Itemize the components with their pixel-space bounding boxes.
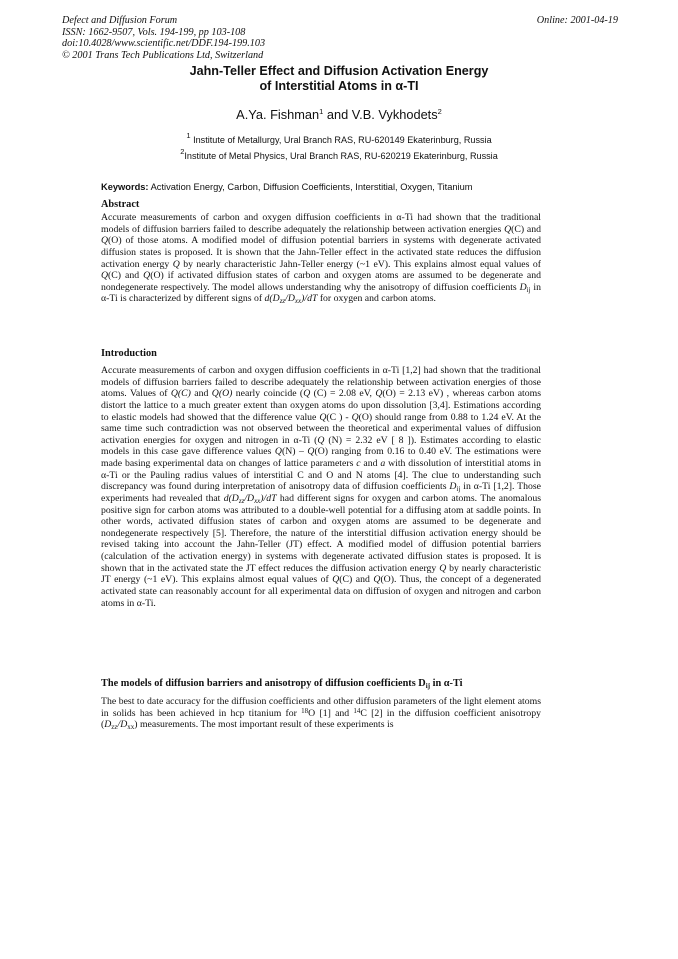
intro-text: and <box>190 388 212 400</box>
models-subscript: zz <box>111 723 118 732</box>
intro-text: nearly coincide ( <box>232 388 304 400</box>
journal-issn: ISSN: 1662-9507, Vols. 194-199, pp 103-108 <box>62 26 246 38</box>
intro-text: (N) – <box>281 446 308 458</box>
abstract-paragraph <box>101 212 541 305</box>
intro-symbol: Q <box>317 434 325 446</box>
intro-text: by nearly characteristic JT energy (~1 eV). This explains almost equal values of <box>101 562 541 586</box>
models-text: C [2] in the diffusion coefficient anisotropy ( <box>101 707 541 731</box>
intro-text: with dissolution of interstitial atoms in α-Ti or the Pauling radius values of interstitial C and O and N atoms [4]. The clue to understanding such discrepancy was found during interpretation of anisotropy data of diffusion coefficients <box>101 458 542 493</box>
keywords-label: Keywords: <box>101 182 149 192</box>
abstract-formula <box>265 293 318 304</box>
intro-text: (O) should range from 0.88 to 1.24 eV. At the same time such contradiction was not observed between the theoretical and experimental values of diffusion activation energies for oxygen and nitrogen in α-Ti ( <box>101 411 542 446</box>
affiliation-2-text: Institute of Metal Physics, Ural Branch RAS, RU-620219 Ekaterinburg, Russia <box>184 151 498 161</box>
abstract-text: (C) and <box>511 223 541 235</box>
title-line-1: Jahn-Teller Effect and Diffusion Activation Energy <box>189 64 489 78</box>
models-heading-text: The models of diffusion barriers and anisotropy of diffusion coefficients D <box>101 678 426 689</box>
keywords-text: Activation Energy, Carbon, Diffusion Coefficients, Interstitial, Oxygen, Titanium <box>150 182 473 192</box>
abstract-subscript: ij <box>526 285 531 294</box>
abstract-symbol: D <box>519 281 527 293</box>
journal-name: Defect and Diffusion Forum <box>62 15 178 26</box>
intro-symbol: Q <box>373 574 381 586</box>
intro-symbol: Q <box>375 388 383 400</box>
affiliation-1-mark: 1 <box>186 131 191 140</box>
abstract-text: Accurate measurements of carbon and oxygen diffusion coefficients in α-Ti had shown that the traditional models of diffusion barriers failed to describe adequately the relationship between activation energies <box>101 212 541 235</box>
abstract-text: (O) of those atoms. A modified model of diffusion potential barriers in systems with degenerate activated diffusion states is proposed. It is shown that the Jahn-Teller effect in the activated state reduces the diffusion activation energy <box>101 235 541 270</box>
models-symbol: /D <box>117 719 128 731</box>
intro-symbol: Q(O) <box>211 388 233 400</box>
paper-title <box>100 64 578 94</box>
formula-subscript: zz <box>279 297 286 306</box>
formula-part: /D <box>244 492 255 504</box>
journal-doi: doi:10.4028/www.scientific.net/DDF.194-199.103 <box>62 38 266 50</box>
intro-symbol: c <box>356 458 361 469</box>
models-text: ) measurements. The most important result of these experiments is <box>134 719 394 731</box>
introduction-heading: Introduction <box>101 348 157 359</box>
intro-symbol: Q <box>319 411 327 423</box>
abstract-symbol: Q <box>143 270 151 282</box>
affiliation-1-text: Institute of Metallurgy, Ural Branch RAS, RU-620149 Ekaterinburg, Russia <box>193 135 492 145</box>
author-1: A.Ya. Fishman <box>236 107 320 122</box>
online-date: Online: 2001-04-19 <box>536 15 618 26</box>
intro-symbol: D <box>449 481 457 493</box>
affiliation-2-mark: 2 <box>180 147 185 156</box>
intro-symbol: Q <box>439 562 447 574</box>
intro-symbol: Q(C) <box>170 388 191 400</box>
models-heading-subscript: ij <box>425 682 431 690</box>
abstract-heading: Abstract <box>101 199 140 210</box>
intro-text: (C) and <box>339 574 374 586</box>
intro-text: (O) ranging from 0.16 to 0.40 eV. The estimations were made basing experimental data on changes of lattice parameters <box>101 446 541 469</box>
formula-part: d(D <box>223 492 239 504</box>
intro-text: (N) = 2.32 eV [ 8 ]). Estimates according to elastic models in this case gave difference values <box>101 434 541 458</box>
intro-text: Accurate measurements of carbon and oxygen diffusion coefficients in α-Ti [1,2] had shown that the traditional models of diffusion barriers failed to describe adequately the relationship between activation energies of those atoms. Values of <box>101 365 541 400</box>
abstract-text: by nearly characteristic Jahn-Teller energy (~1 eV). This explains almost equal values of <box>179 258 541 270</box>
models-subscript: xx <box>127 723 135 732</box>
intro-text: in α-Ti [1,2]. Those experiments had revealed that <box>101 481 542 504</box>
intro-text: (C) = 2.08 eV, <box>310 388 376 400</box>
author-2: V.B. Vykhodets <box>351 107 438 122</box>
intro-formula <box>224 493 277 504</box>
intro-symbol: Q <box>307 446 315 458</box>
abstract-text: for oxygen and carbon atoms. <box>317 293 436 305</box>
intro-symbol: a <box>380 458 386 469</box>
formula-part: )/dT <box>301 293 318 305</box>
models-heading-tail: in α-Ti <box>430 678 463 689</box>
introduction-paragraph <box>101 365 541 609</box>
abstract-text: in α-Ti is characterized by different signs of <box>101 281 541 305</box>
intro-symbol: Q <box>274 446 282 458</box>
models-paragraph <box>101 696 541 731</box>
intro-symbol: Q <box>351 411 359 423</box>
author-1-affil-mark: 1 <box>319 107 324 116</box>
journal-copyright: © 2001 Trans Tech Publications Ltd, Switzerland <box>62 49 264 61</box>
formula-subscript: xx <box>294 297 302 306</box>
journal-header <box>62 15 422 61</box>
models-text: O [1] and <box>308 707 354 719</box>
abstract-text: (O) if activated diffusion states of carbon and oxygen atoms are assumed to be degenerate and nondegenerate respectively. The model allows understanding why the anisotropy of diffusion coefficients <box>101 270 542 293</box>
formula-subscript: zz <box>238 496 245 505</box>
formula-subscript: xx <box>254 496 261 505</box>
intro-text: (C ) - <box>326 411 352 423</box>
intro-text: had different signs for oxygen and carbon atoms. The anomalous positive sign for carbon atoms was attributed to a double-well potential for a diffusing atom at saddle points. In other words, activated diffusion states of carbon and oxygen atoms are assumed to be degenerate and nondegenerate respectively [5]. Therefore, the nature of the interstitial diffusion activation energy should be revised taking into account the Jahn-Teller (JT) effect. A modified model of diffusion potential barriers (calculation of the activation energy) in systems with degenerate activated diffusion states is proposed. It is shown that in the activated state the JT effect reduces the diffusion activation energy <box>101 492 541 574</box>
models-symbol: D <box>104 719 112 731</box>
abstract-symbol: Q <box>101 270 109 282</box>
intro-text: (O). Thus, the concept of a degenerated activated state can reasonably account for all experimental data on diffusion of oxygen and nitrogen and carbon atoms in α-Ti. <box>101 574 541 609</box>
intro-symbol: Q <box>303 388 311 400</box>
formula-part: )/dT <box>260 492 277 504</box>
title-line-2: of Interstitial Atoms in α-TI <box>259 79 419 93</box>
intro-symbol: Q <box>332 574 340 586</box>
abstract-symbol: Q <box>172 258 180 270</box>
isotope-mass: 18 <box>301 706 309 715</box>
keywords <box>101 182 581 193</box>
formula-part: d(D <box>264 293 280 305</box>
models-text: The best to date accuracy for the diffusion coefficients and other diffusion parameters of the light element atoms in solids has been achieved in hcp titanium for <box>101 696 541 719</box>
intro-text: and <box>360 458 381 469</box>
intro-text: (O) = 2.13 eV) , whereas carbon atoms distort the lattice to a much greater extent than oxygen atoms do upon dissolution [3,4]. Estimations according to elastic models had showed that the difference value <box>101 388 542 423</box>
intro-subscript: ij <box>456 485 461 494</box>
formula-part: /D <box>285 293 295 305</box>
affiliation-2 <box>80 147 598 162</box>
affiliation-1 <box>80 131 598 146</box>
author-2-affil-mark: 2 <box>437 107 442 116</box>
abstract-symbol: Q <box>101 235 109 247</box>
abstract-text: (C) and <box>108 270 144 282</box>
author-list <box>100 107 578 122</box>
models-heading <box>101 678 463 690</box>
isotope-mass: 14 <box>353 706 361 715</box>
author-conjunction: and <box>323 107 352 122</box>
abstract-symbol: Q <box>504 223 512 235</box>
